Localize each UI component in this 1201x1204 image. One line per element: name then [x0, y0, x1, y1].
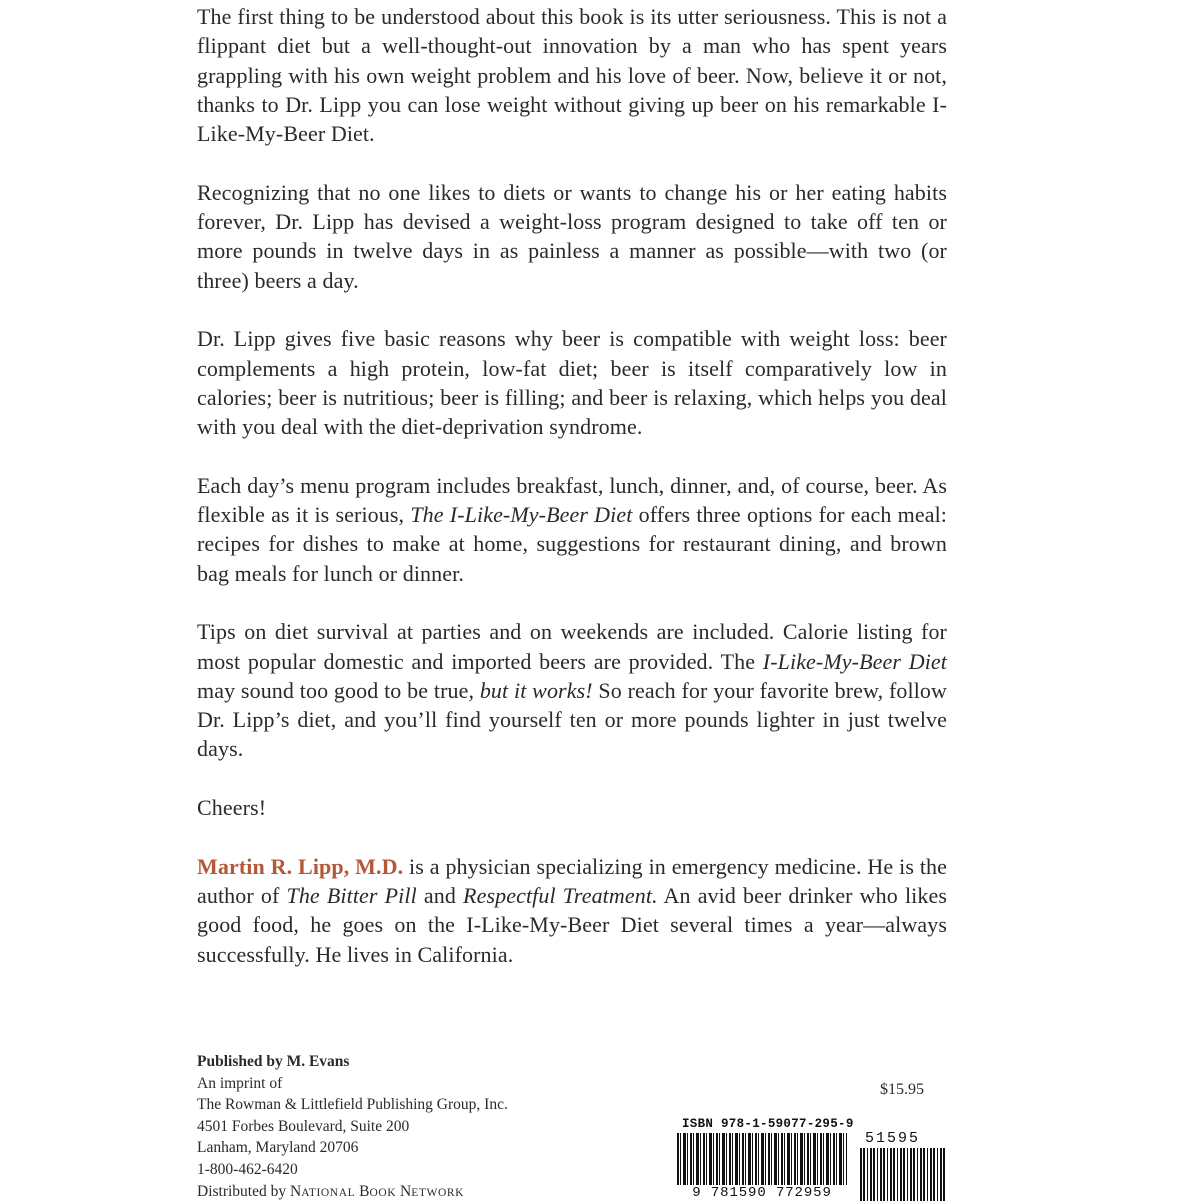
- distributed-by: [197, 1181, 617, 1204]
- barcode-digits: 9 781590 772959: [677, 1185, 847, 1201]
- nbn-letter: N: [290, 1182, 302, 1200]
- barcode-main: [677, 1133, 847, 1201]
- addon-digits: 51595: [865, 1130, 921, 1147]
- price-label: $15.95: [880, 1081, 924, 1098]
- menu-text-2: offers three options for each meal: recipes for dishes to make at home, suggestions for restaurant dining, and brown bag meals for lunch or dinner.: [197, 502, 947, 586]
- barcode-addon: [860, 1148, 946, 1201]
- street-address: 4501 Forbes Boulevard, Suite 200: [197, 1117, 410, 1135]
- paragraph-menu: [197, 471, 947, 588]
- book-respectful-treatment: Respectful Treatment.: [463, 882, 658, 908]
- it-works-italic: but it works!: [479, 677, 593, 703]
- imprint-line: An imprint of: [197, 1074, 283, 1092]
- paragraph-program: Recognizing that no one likes to diets or wants to change his or her eating habits forever, Dr. Lipp has devised a weight-loss program designed to take off ten or more pounds in twelve days in as painless a manner as possible—with two (or three) beers a day.: [197, 179, 947, 293]
- author-bio: [197, 852, 947, 969]
- tips-text-2: may sound too good to be true,: [197, 677, 480, 703]
- bio-text-1: is a physician specializing in emergency medicine. He is the author of: [197, 853, 948, 908]
- author-name: Martin R. Lipp, M.D.: [197, 853, 404, 879]
- nbn-small: ATIONAL: [301, 1186, 356, 1199]
- tips-text-1: Tips on diet survival at parties and on weekends are included. Calorie listing for most popular domestic and imported beers are provided. The: [197, 619, 947, 674]
- bio-text-3: An avid beer drinker who likes good food, he goes on the I-Like-My-Beer Diet several times a year—always successfully. He lives in California.: [197, 882, 948, 967]
- book-the-bitter-pill: The Bitter Pill: [286, 882, 417, 908]
- closing-cheers: Cheers!: [197, 795, 267, 821]
- publisher-info: [197, 1051, 617, 1204]
- bio-text-2: and: [416, 882, 464, 908]
- distributed-prefix: Distributed by: [197, 1182, 290, 1200]
- back-cover-text: [197, 2, 947, 998]
- nbn-small: OOK: [369, 1186, 397, 1199]
- book-title-italic: The I-Like-My-Beer Diet: [410, 502, 633, 528]
- paragraph-tips: [197, 617, 947, 763]
- menu-text-1: Each day’s menu program includes breakfast, lunch, dinner, and, of course, beer. As flexible as it is serious,: [197, 472, 947, 528]
- published-by: Published by M. Evans: [197, 1053, 350, 1070]
- city-address: Lanham, Maryland 20706: [197, 1139, 359, 1157]
- book-title-italic: I-Like-My-Beer Diet: [762, 648, 947, 674]
- publishing-group: The Rowman & Littlefield Publishing Group, Inc.: [197, 1096, 508, 1114]
- isbn-label: ISBN 978-1-59077-295-9: [682, 1117, 854, 1131]
- paragraph-reasons: Dr. Lipp gives five basic reasons why beer is compatible with weight loss: beer complements a high protein, low-fat diet; beer is itself comparatively low in calories; beer is nutritious; beer is filling; and beer is relaxing, which helps you deal with you deal with the diet-deprivation syndrome.: [197, 326, 947, 440]
- tips-text-3: So reach for your favorite brew, follow Dr. Lipp’s diet, and you’ll find yourself ten or more pounds lighter in just twelve days.: [197, 677, 947, 762]
- nbn-small: ETWORK: [411, 1186, 465, 1199]
- paragraph-intro: The first thing to be understood about this book is its utter seriousness. This is not a flippant diet but a well-thought-out innovation by a man who has spent years grappling with his own weight problem and his love of beer. Now, believe it or not, thanks to Dr. Lipp you can lose weight without giving up beer on his remarkable I-Like-My-Beer Diet.: [197, 4, 947, 147]
- phone-number: 1-800-462-6420: [197, 1160, 298, 1178]
- nbn-letter: B: [359, 1182, 370, 1200]
- nbn-letter: N: [400, 1182, 412, 1200]
